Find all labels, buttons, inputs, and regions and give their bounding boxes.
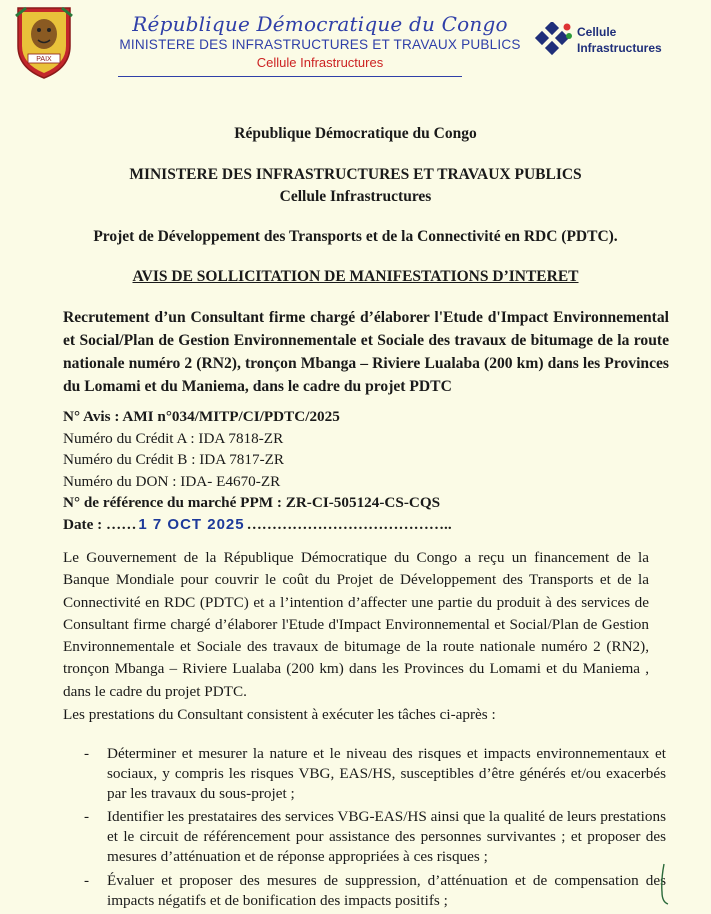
date-stamp: 1 7 OCT 2025: [138, 515, 245, 533]
reference-block: [63, 406, 452, 535]
tasks-intro: Les prestations du Consultant consistent à exécuter les tâches ci-après :: [63, 706, 496, 723]
heading-project: Projet de Développement des Transports et de la Connectivité en RDC (PDTC).: [93, 228, 618, 245]
list-item: - Déterminer et mesurer la nature et le niveau des risques et impacts environnementaux et sociaux, y compris les risques VBG, EAS/HS, susceptibles d’être générés et/ou exacerbés par les travaux du sous-projet ;: [84, 745, 666, 802]
letterhead-rule: [118, 76, 462, 77]
coat-of-arms-emblem: [12, 4, 76, 80]
letterhead-cellule: Cellule Infrastructures: [256, 55, 384, 70]
ref-don: Numéro du DON : IDA- E4670-ZR: [63, 472, 281, 490]
letterhead-ministry: MINISTERE DES INFRASTRUCTURES ET TRAVAUX PUBLICS: [119, 37, 521, 52]
date-trail: …………………………………..: [246, 515, 452, 533]
cellule-infrastructures-logo-icon: [533, 22, 573, 56]
heading-country: République Démocratique du Congo: [234, 125, 477, 142]
ref-credit-a: Numéro du Crédit A : IDA 7818-ZR: [63, 429, 284, 447]
ref-ppm: N° de référence du marché PPM : ZR-CI-505124-CS-CQS: [63, 494, 441, 511]
list-item: - Évaluer et proposer des mesures de suppression, d’atténuation et de compensation des impacts négatifs et de bonification des impacts positifs ;: [84, 871, 666, 909]
notice-subject: Recrutement d’un Consultant firme chargé d’élaborer l'Etude d'Impact Environnemental et Social/Plan de Gestion Environnementale et Sociale des travaux de bitumage de la route nationale numéro 2 (RN2), tronçon Mbanga – Riviere Lualaba (200 km) dans les Provinces du Lomami et du Maniema, dans le cadre du projet PDTC: [63, 309, 669, 395]
task-list: [84, 744, 666, 914]
ref-credit-b: Numéro du Crédit B : IDA 7817-ZR: [63, 451, 285, 468]
letterhead-script-title: République Démocratique du Congo: [132, 12, 508, 36]
heading-cellule: Cellule Infrastructures: [279, 188, 432, 205]
letterhead: [0, 0, 711, 90]
funding-paragraph: Le Gouvernement de la République Démocratique du Congo a reçu un financement de la Banque Mondiale pour couvrir le coût du Projet de Développement des Transports et de la Connectivité en RDC (PDTC) et a l’intention d’affecter une partie du produit à des services de Consultant firme chargé d’élaborer l'Etude d'Impact Environnemental et Social/Plan de Gestion Environnementale et Sociale des travaux de bitumage de la route nationale numéro 2 (RN2), tronçon Mbanga – Riviere Lualaba (200 km) dans les Provinces du Lomami et du Maniema , dans le cadre du projet PDTC.: [63, 549, 649, 700]
handwritten-initial-mark: [656, 862, 670, 906]
heading-ministry: MINISTERE DES INFRASTRUCTURES ET TRAVAUX PUBLICS: [129, 166, 582, 183]
svg-text:PAIX: PAIX: [36, 56, 52, 63]
cellule-infrastructures-logo-text: Cellule Infrastructures: [577, 25, 662, 55]
date-label: Date : ……: [63, 515, 137, 533]
list-item: - Identifier les prestataires des services VBG-EAS/HS ainsi que la qualité de leurs prestations et le circuit de référencement pour assistance des personnes survivantes ; et proposer des mesures d’atténuation et de réponse appropriées à ces risques ;: [84, 808, 666, 865]
notice-title: AVIS DE SOLLICITATION DE MANIFESTATIONS D’INTERET: [132, 268, 579, 285]
ref-avis: N° Avis : AMI n°034/MITP/CI/PDTC/2025: [63, 408, 340, 425]
ref-date: [63, 514, 452, 536]
